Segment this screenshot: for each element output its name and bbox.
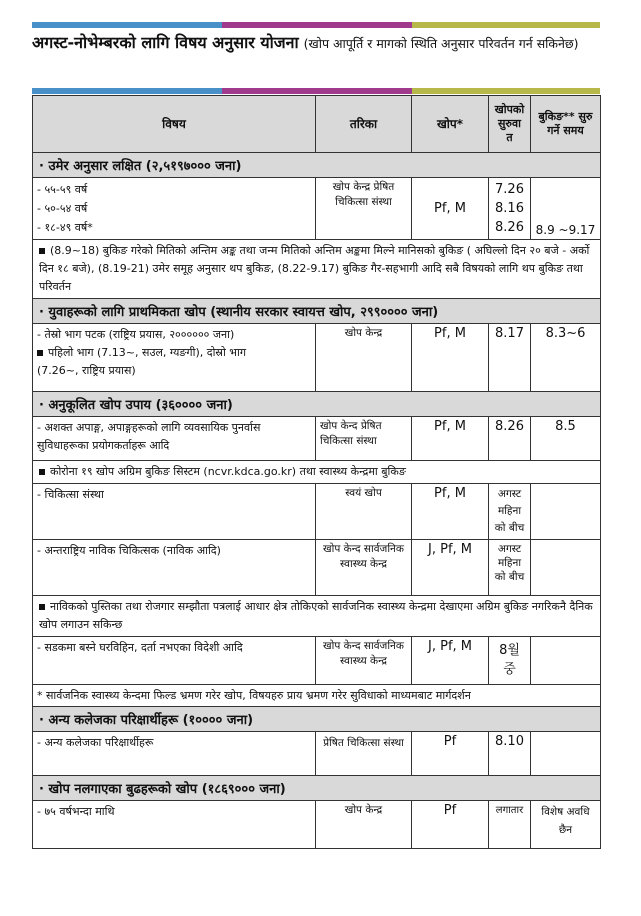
vaccine-cell: Pf, M (412, 484, 489, 540)
subject-cell: - सडकमा बस्ने घरविहिन, दर्ता नभएका विदेशी आदि (33, 637, 316, 685)
subject-cell: - अन्य कलेजका परिक्षार्थीहरू (33, 732, 316, 776)
section-exam-candidates (33, 707, 601, 732)
age-item: - ५५-५९ वर्ष (37, 183, 88, 196)
start-date: 7.26 (495, 182, 524, 197)
table-row (33, 178, 601, 240)
section-title: · अनुकूलित खोप उपाय (३६०००० जना) (33, 392, 601, 417)
plan-table (32, 95, 601, 849)
table-note-row (33, 461, 601, 484)
title-sub: (खोप आपूर्ति र मागको स्थिति अनुसार परिवर्तन गर्न सकिनेछ) (303, 36, 579, 51)
booking-cell (531, 484, 601, 540)
section-title: · उमेर अनुसार लक्षित (२,५१९७००० जना) (33, 153, 601, 178)
vaccine-cell: Pf (412, 801, 489, 849)
start-cell: लगातार (489, 801, 531, 849)
method-cell: खोप केन्द प्रेषित चिकित्सा संस्था (316, 417, 412, 461)
booking-cell (531, 732, 601, 776)
booking-cell: 8.3~6 (531, 324, 601, 392)
section-elderly (33, 776, 601, 801)
booking-cell: 8.5 (531, 417, 601, 461)
method-cell: प्रेषित चिकित्सा संस्था (316, 732, 412, 776)
age-list (33, 178, 316, 240)
vaccine-cell: J, Pf, M (412, 540, 489, 596)
start-date: 8.16 (495, 201, 524, 216)
start-date: 8.26 (495, 220, 524, 235)
section-customized (33, 392, 601, 417)
booking-system-note: कोरोना १९ खोप अग्रिम बुकिङ सिस्टम (ncvr.kdca.go.kr) तथा स्वास्थ्य केन्द्रमा बुकिङ (33, 461, 601, 484)
vaccine-cell: Pf, M (412, 417, 489, 461)
subject-cell: - ७५ वर्षभन्दा माथि (33, 801, 316, 849)
booking-cell: 8.9 ~9.17 (531, 178, 601, 240)
mid-color-bar (32, 88, 600, 94)
header-method: तरिका (316, 96, 412, 153)
age-item: - १८-४९ वर्ष* (37, 221, 93, 234)
top-color-bar (32, 22, 600, 28)
section-title: · युवाहरूको लागि प्राथमिकता खोप (स्थानीय सरकार स्वायत्त खोप, २९९०००० जना) (33, 299, 601, 324)
booking-cell (531, 540, 601, 596)
vaccine-cell: Pf, M (412, 178, 489, 240)
header-vaccine: खोप* (412, 96, 489, 153)
start-cell: 8.17 (489, 324, 531, 392)
header-subject: विषय (33, 96, 316, 153)
vaccine-cell: Pf (412, 732, 489, 776)
subject-line: पहिलो भाग (7.13~, सउल, ग्यङगी), दोस्रो भाग (37, 344, 311, 362)
section-title: · खोप नलगाएका बुढहरूको खोप (१८६९००० जना) (33, 776, 601, 801)
header-booking: बुकिङ** सुरु गर्ने समय (531, 96, 601, 153)
table-note-row (33, 685, 601, 707)
booking-note: (8.9~18) बुकिङ गरेको मितिको अन्तिम अङ्क तथा जन्म मितिको अन्तिम अङ्कमा मिल्ने मानिसको बुकिङ ( अघिल्लो दिन २० बजे - अर्को दिन १८ बजे), (8.19-21) उमेर समूह अनुसार थप बुकिङ, (8.22-9.17) बुकिङ गैर-सहभागी आदि सबै विषयको लागि थप बुकिङ तथा परिवर्तन (33, 240, 601, 299)
age-item: - ५०-५४ वर्ष (37, 202, 88, 215)
table-row (33, 801, 601, 849)
method-cell: खोप केन्द सार्वजनिक स्वास्थ्य केन्द्र (316, 637, 412, 685)
subject-cell: - चिकित्सा संस्था (33, 484, 316, 540)
table-note-row (33, 240, 601, 299)
field-visit-note: * सार्वजनिक स्वास्थ्य केन्दमा फिल्ड भ्रमण गरेर खोप, विषयहरु प्राय भ्रमण गरेर सुविधाको माध्यमबाट मार्गदर्शन (33, 685, 601, 707)
vaccine-cell: J, Pf, M (412, 637, 489, 685)
subject-line: (7.26~, राष्ट्रिय प्रयास) (37, 364, 136, 377)
start-cell: अगस्ट महिना को बीच (489, 540, 531, 596)
subject-cell (33, 324, 316, 392)
booking-cell: विशेष अवधि छैन (531, 801, 601, 849)
vaccine-cell: Pf, M (412, 324, 489, 392)
start-cell: 8.10 (489, 732, 531, 776)
subject-cell: - अशक्त अपाङ्ग, अपाङ्गहरूको लागि व्यवसायिक पुनर्वास सुविधाहरूका प्रयोगकर्ताहरू आदि (33, 417, 316, 461)
header-start: खोपको सुरुवा त (489, 96, 531, 153)
section-age-targeted (33, 153, 601, 178)
table-row (33, 732, 601, 776)
subject-line: - तेस्रो भाग पटक (राष्ट्रिय प्रयास, २०००००० जना) (37, 328, 235, 341)
table-row (33, 417, 601, 461)
table-row (33, 637, 601, 685)
method-cell: स्वयं खोप (316, 484, 412, 540)
method-cell: खोप केन्द्र (316, 801, 412, 849)
start-cell (489, 178, 531, 240)
method-cell: खोप केन्द्र प्रेषित चिकित्सा संस्था (316, 178, 412, 240)
booking-cell (531, 637, 601, 685)
table-note-row (33, 596, 601, 637)
subject-cell: - अन्तराष्ट्रिय नाविक चिकित्सक (नाविक आदि) (33, 540, 316, 596)
start-cell: 8.26 (489, 417, 531, 461)
page-title (32, 33, 607, 54)
method-cell: खोप केन्द सार्वजनिक स्वास्थ्य केन्द्र (316, 540, 412, 596)
start-cell: 8월중 (489, 637, 531, 685)
title-main: अगस्ट-नोभेम्बरको लागि विषय अनुसार योजना (32, 33, 299, 52)
section-youth-priority (33, 299, 601, 324)
seafarer-note: नाविकको पुस्तिका तथा रोजगार सम्झौता पत्रलाई आधार क्षेत्र तोकिएको सार्वजनिक स्वास्थ्य केन्द्रमा देखाएमा अग्रिम बुकिङ नगरिकनै दैनिक खोप लगाउन सकिन्छ (33, 596, 601, 637)
method-cell: खोप केन्द्र (316, 324, 412, 392)
section-title: · अन्य कलेजका परिक्षार्थीहरू (१०००० जना) (33, 707, 601, 732)
table-row (33, 324, 601, 392)
table-row (33, 484, 601, 540)
start-cell: अगस्ट महिना को बीच (489, 484, 531, 540)
table-row (33, 540, 601, 596)
table-header-row (33, 96, 601, 153)
